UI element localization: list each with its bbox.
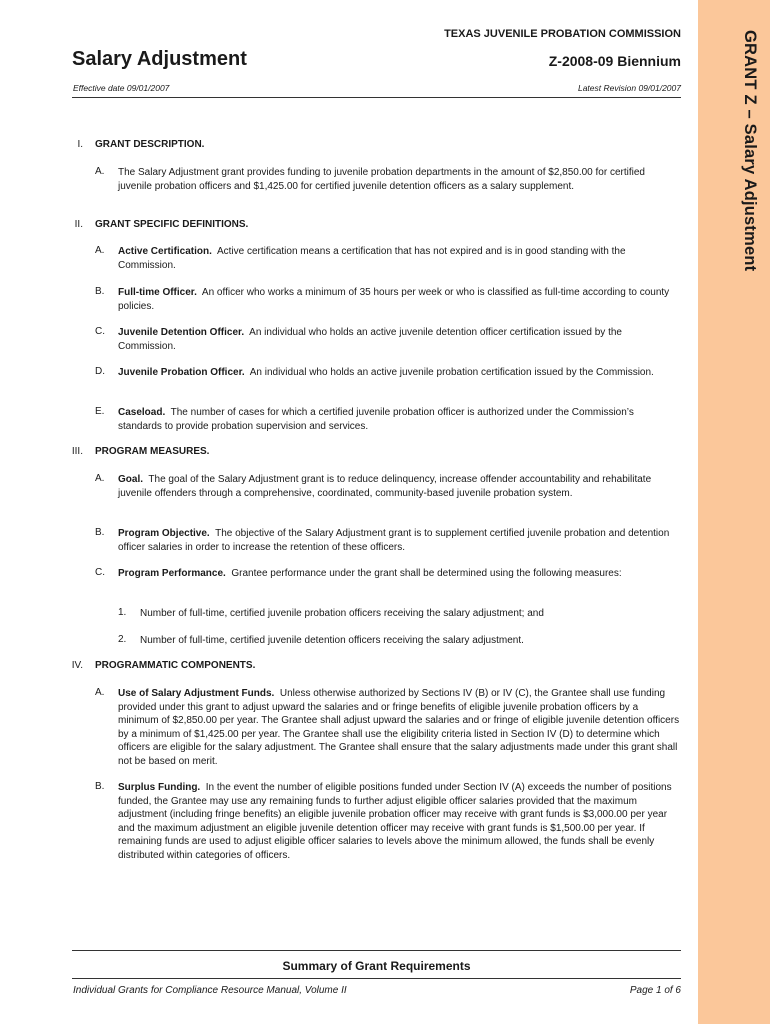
footer-divider-bottom bbox=[72, 978, 681, 979]
latest-revision: Latest Revision 09/01/2007 bbox=[577, 83, 681, 93]
item-term: Juvenile Detention Officer. bbox=[118, 327, 245, 338]
measure-item bbox=[118, 567, 680, 581]
measure-number: 1. bbox=[118, 607, 127, 618]
item-body: The Salary Adjustment grant provides funding to juvenile probation departments in the amount of $2,850.00 for certified juvenile probation officers and $1,425.00 for certified juvenile detention officers as a salary supplement. bbox=[118, 167, 645, 192]
item-body: An individual who holds an active juvenile probation certification issued by the Commission. bbox=[249, 367, 654, 378]
item-term: Use of Salary Adjustment Funds. bbox=[118, 688, 275, 699]
section-title: PROGRAMMATIC COMPONENTS. bbox=[95, 660, 256, 671]
definition-item bbox=[118, 286, 680, 313]
side-tab-label: GRANT Z – Salary Adjustment bbox=[741, 30, 759, 272]
item-letter: D. bbox=[95, 366, 105, 377]
item-letter: B. bbox=[95, 286, 105, 297]
item-body: Grantee performance under the grant shall be determined using the following measures: bbox=[231, 568, 622, 579]
item-letter: A. bbox=[95, 687, 105, 698]
item-term: Active Certification. bbox=[118, 246, 212, 257]
item-term: Full-time Officer. bbox=[118, 287, 197, 298]
component-item bbox=[118, 687, 680, 769]
definition-item bbox=[118, 326, 680, 353]
section-title: GRANT DESCRIPTION. bbox=[95, 139, 205, 150]
section-number: II. bbox=[74, 219, 83, 230]
item-term: Program Objective. bbox=[118, 528, 210, 539]
item-body: Unless otherwise authorized by Sections IV (B) or IV (C), the Grantee shall use funding provided under this grant to adjust upward the salaries and or fringe benefits of eligible juvenile probation officers by a minimum of $2,850.00 per year. The Grantee shall adjust upward the salaries and or fringe of eligible juvenile detention officers by a minimum of $1,425.00 per year. The Grantee shall use the eligibility criteria listed in Section IV (D) to determine which officers are eligible for the salary adjustment. The Grantee shall ensure that the salary adjustments made under this grant shall not be based on merit. bbox=[118, 688, 680, 767]
item-letter: C. bbox=[95, 567, 105, 578]
item-body: The objective of the Salary Adjustment grant is to supplement certified juvenile probation and detention officer salaries in order to increase the retention of these officers. bbox=[118, 528, 670, 553]
item-body: An individual who holds an active juvenile detention officer certification issued by the Commission. bbox=[118, 327, 622, 352]
summary-heading: Summary of Grant Requirements bbox=[282, 959, 471, 973]
manual-title: Individual Grants for Compliance Resource Manual, Volume II bbox=[73, 985, 347, 996]
item-term: Caseload. bbox=[118, 407, 166, 418]
footer-divider-top bbox=[72, 950, 681, 951]
effective-date: Effective date 09/01/2007 bbox=[73, 83, 170, 93]
header-divider bbox=[72, 97, 681, 98]
item-term: Goal. bbox=[118, 474, 144, 485]
section-number: IV. bbox=[71, 660, 83, 671]
item-letter: B. bbox=[95, 527, 105, 538]
definition-item bbox=[118, 366, 680, 380]
item-letter: B. bbox=[95, 781, 105, 792]
measure-item bbox=[118, 527, 680, 554]
item-body: The number of cases for which a certified juvenile probation officer is authorized under the Commission’s standards to provide probation supervision and services. bbox=[118, 407, 634, 432]
item-letter: A. bbox=[95, 166, 105, 177]
item-letter: C. bbox=[95, 326, 105, 337]
biennium-label: Z-2008-09 Biennium bbox=[548, 53, 681, 69]
page-number: Page 1 of 6 bbox=[629, 985, 681, 996]
component-item bbox=[118, 781, 680, 863]
item-letter: A. bbox=[95, 245, 105, 256]
measure-item bbox=[118, 473, 680, 500]
page-title: Salary Adjustment bbox=[72, 48, 247, 70]
measure-text: Number of full-time, certified juvenile probation officers receiving the salary adjustment; and bbox=[140, 608, 544, 619]
measure-text: Number of full-time, certified juvenile detention officers receiving the salary adjustment. bbox=[140, 635, 524, 646]
item-term: Juvenile Probation Officer. bbox=[118, 367, 245, 378]
definition-item bbox=[118, 245, 680, 272]
item-letter: E. bbox=[95, 406, 105, 417]
item-body: An officer who works a minimum of 35 hours per week or who is classified as full-time according to county policies. bbox=[118, 287, 670, 312]
item-term: Program Performance. bbox=[118, 568, 226, 579]
item-letter: A. bbox=[95, 473, 105, 484]
section-title: GRANT SPECIFIC DEFINITIONS. bbox=[95, 219, 249, 230]
item-term: Surplus Funding. bbox=[118, 782, 201, 793]
section-number: I. bbox=[77, 139, 83, 150]
definition-item bbox=[118, 406, 680, 433]
grant-description-text bbox=[118, 166, 680, 193]
item-body: In the event the number of eligible positions funded under Section IV (A) exceeds the number of positions funded, the Grantee may use any remaining funds to further adjust eligible officer salaries provided that the maximum adjustment (including fringe benefits) an eligible juvenile probation officer may receive with grant funds is $3,000.00 per year and the maximum adjustment an eligible juvenile detention officer may receive with grant funds is $1,500.00 per year. If remaining funds are used to adjust eligible officer salaries to levels above the minimum allowed, the funds shall be evenly distributed within categories of officers. bbox=[118, 782, 672, 861]
item-body: The goal of the Salary Adjustment grant is to reduce delinquency, increase offender accountability and rehabilitate juvenile offenders through a comprehensive, coordinated, community-based juvenile probation system. bbox=[118, 474, 652, 499]
measure-number: 2. bbox=[118, 634, 127, 645]
section-number: III. bbox=[71, 446, 83, 457]
agency-name: TEXAS JUVENILE PROBATION COMMISSION bbox=[444, 28, 681, 40]
item-body: Active certification means a certification that has not expired and is in good standing with the Commission. bbox=[118, 246, 626, 271]
section-title: PROGRAM MEASURES. bbox=[95, 446, 210, 457]
